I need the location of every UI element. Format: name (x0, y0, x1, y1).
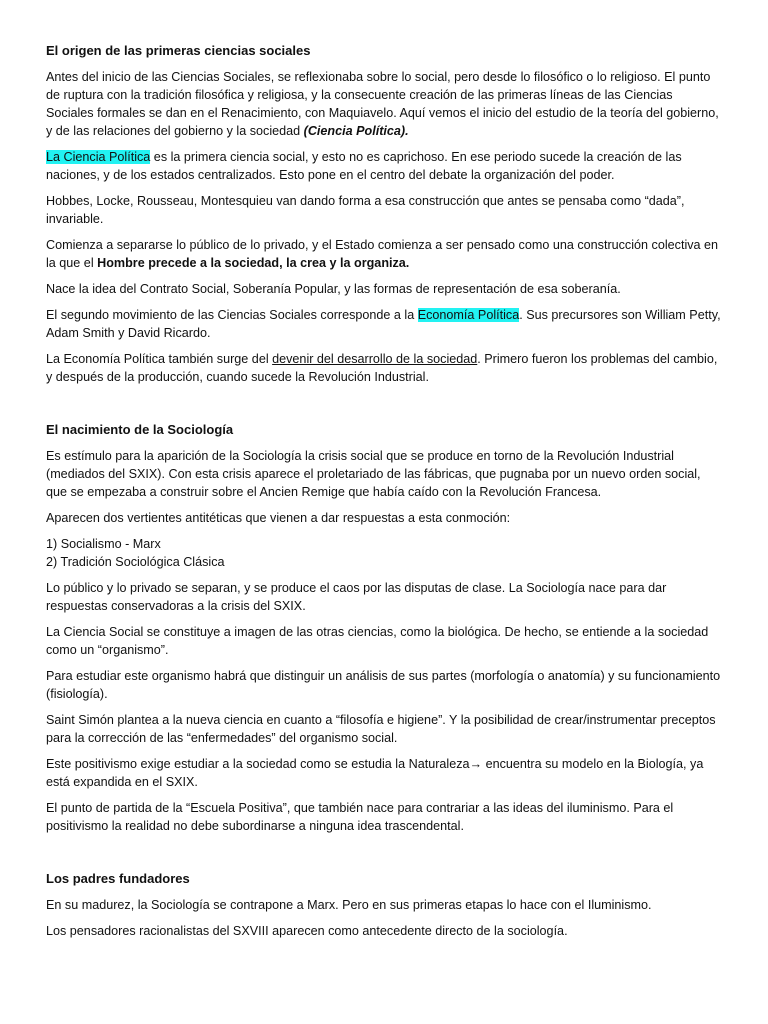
underlined-text: devenir del desarrollo de la sociedad (272, 352, 478, 366)
paragraph: La Ciencia Social se constituye a imagen de las otras ciencias, como la biológica. De hecho, se entiende a la sociedad como un “organismo”. (46, 625, 709, 657)
paragraph-text: . Primero fueron los problemas del cambio, y después de la producción, cuando sucede la Revolución Industrial. (46, 352, 718, 384)
paragraph: Los pensadores racionalistas del SXVIII aparecen como antecedente directo de la sociología. (46, 924, 568, 938)
section-title-origen: El origen de las primeras ciencias sociales (46, 43, 311, 58)
paragraph (46, 148, 722, 184)
paragraph: Saint Simón plantea a la nueva ciencia en cuanto a “filosofía e higiene”. Y la posibilidad de crear/instrumentar preceptos para la corrección de las “enfermedades” del organismo social. (46, 713, 716, 745)
highlighted-text: La Ciencia Política (46, 150, 151, 164)
paragraph: Hobbes, Locke, Rousseau, Montesquieu van dando forma a esa construcción que antes se pensaba como “dada”, invariable. (46, 194, 685, 226)
paragraph (46, 236, 722, 272)
paragraph: Este positivismo exige estudiar a la sociedad como se estudia la Naturaleza→ encuentra su modelo en la Biología, ya está expandida en el SXIX. (46, 757, 704, 789)
spacer (46, 394, 722, 421)
paragraph (46, 350, 722, 386)
list-item: 1) Socialismo - Marx (46, 537, 161, 551)
emphasis-text: (Ciencia Política). (303, 124, 409, 138)
list-item: 2) Tradición Sociológica Clásica (46, 555, 225, 569)
section-title-padres: Los padres fundadores (46, 871, 190, 886)
paragraph-text: El segundo movimiento de las Ciencias Sociales corresponde a la (46, 308, 418, 322)
paragraph-text: La Economía Política también surge del (46, 352, 273, 366)
section-title-nacimiento: El nacimiento de la Sociología (46, 422, 234, 437)
paragraph-text: es la primera ciencia social, y esto no es caprichoso. En ese periodo sucede la creación de las naciones, y de los estados centralizados. Esto pone en el centro del debate la organización del poder. (46, 150, 682, 182)
spacer (46, 843, 722, 870)
paragraph (46, 68, 722, 140)
paragraph: En su madurez, la Sociología se contrapone a Marx. Pero en sus primeras etapas lo hace con el Iluminismo. (46, 898, 652, 912)
paragraph-text: Comienza a separarse lo público de lo privado, y el Estado comienza a ser pensado como una construcción colectiva en la que el (46, 238, 719, 270)
paragraph: Es estímulo para la aparición de la Sociología la crisis social que se produce en torno de la Revolución Industrial (mediados del SXIX). Con esta crisis aparece el proletariado de las fábricas, que pugnaba por un nuevo orden social, que se empezaba a construir sobre el Ancien Remige que había caído con la Revolución Francesa. (46, 449, 701, 499)
paragraph-text: Antes del inicio de las Ciencias Sociales, se reflexionaba sobre lo social, pero desde lo filosófico o lo religioso. El punto de ruptura con la tradición filosófica y religiosa, y la consecuente creación de las primeras líneas de las Ciencias Sociales formales se dan en el Renacimiento, con Maquiavelo. Aquí vemos el inicio del estudio de la teoría del gobierno, y de las relaciones del gobierno y la sociedad (46, 70, 719, 138)
paragraph: Para estudiar este organismo habrá que distinguir un análisis de sus partes (morfología o anatomía) y su funcionamiento (fisiología). (46, 669, 721, 701)
bold-text: Hombre precede a la sociedad, la crea y la organiza. (97, 256, 410, 270)
highlighted-text: Economía Política (417, 308, 520, 322)
paragraph (46, 306, 722, 342)
paragraph: El punto de partida de la “Escuela Positiva”, que también nace para contrariar a las ideas del iluminismo. Para el positivismo la realidad no debe subordinarse a ninguna idea trascendental. (46, 801, 674, 833)
paragraph: Aparecen dos vertientes antitéticas que vienen a dar respuestas a esta conmoción: (46, 511, 511, 525)
paragraph-text: . Sus precursores son William Petty, Adam Smith y David Ricardo. (46, 308, 721, 340)
paragraph: Lo público y lo privado se separan, y se produce el caos por las disputas de clase. La Sociología nace para dar respuestas conservadoras a la crisis del SXIX. (46, 581, 667, 613)
paragraph: Nace la idea del Contrato Social, Soberanía Popular, y las formas de representación de esa soberanía. (46, 282, 621, 296)
numbered-list (46, 535, 722, 571)
